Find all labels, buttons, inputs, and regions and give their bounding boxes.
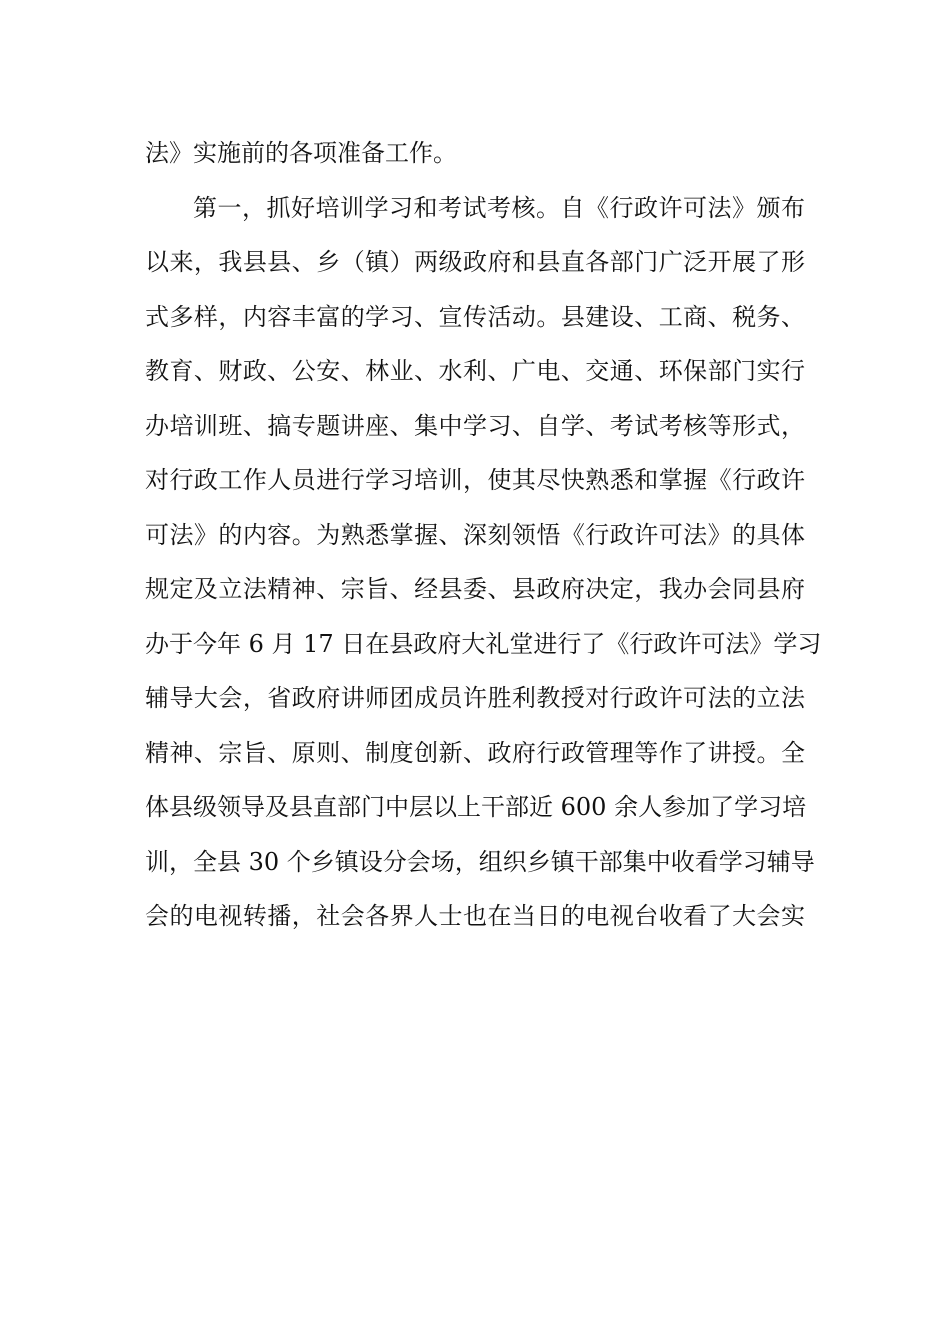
text-line: 辅导大会，省政府讲师团成员许胜利教授对行政许可法的立法 <box>145 684 805 712</box>
paragraph-first-line: 第一，抓好培训学习和考试考核。自《行政许可法》颁布 <box>193 193 805 222</box>
text-line: 办于今年 6 月 17 日在县政府大礼堂进行了《行政许可法》学习 <box>145 629 822 658</box>
text-line: 体县级领导及县直部门中层以上干部近 600 余人参加了学习培 <box>145 793 807 821</box>
text-line: 对行政工作人员进行学习培训，使其尽快熟悉和掌握《行政许 <box>145 466 805 494</box>
text-line: 法》实施前的各项准备工作。 <box>145 139 457 167</box>
text-line: 以来，我县县、乡（镇）两级政府和县直各部门广泛开展了形 <box>145 248 805 276</box>
text-line: 式多样，内容丰富的学习、宣传活动。县建设、工商、税务、 <box>145 302 805 331</box>
text-line: 办培训班、搞专题讲座、集中学习、自学、考试考核等形式， <box>145 411 805 440</box>
text-line: 训，全县 30 个乡镇设分会场，组织乡镇干部集中收看学习辅导 <box>145 847 815 876</box>
text-line: 可法》的内容。为熟悉掌握、深刻领悟《行政许可法》的具体 <box>145 520 805 549</box>
text-line: 教育、财政、公安、林业、水利、广电、交通、环保部门实行 <box>145 357 805 385</box>
text-line: 会的电视转播，社会各界人士也在当日的电视台收看了大会实 <box>145 902 805 930</box>
text-line: 规定及立法精神、宗旨、经县委、县政府决定，我办会同县府 <box>145 575 805 603</box>
body-text <box>145 126 822 944</box>
text-line: 精神、宗旨、原则、制度创新、政府行政管理等作了讲授。全 <box>145 738 805 767</box>
